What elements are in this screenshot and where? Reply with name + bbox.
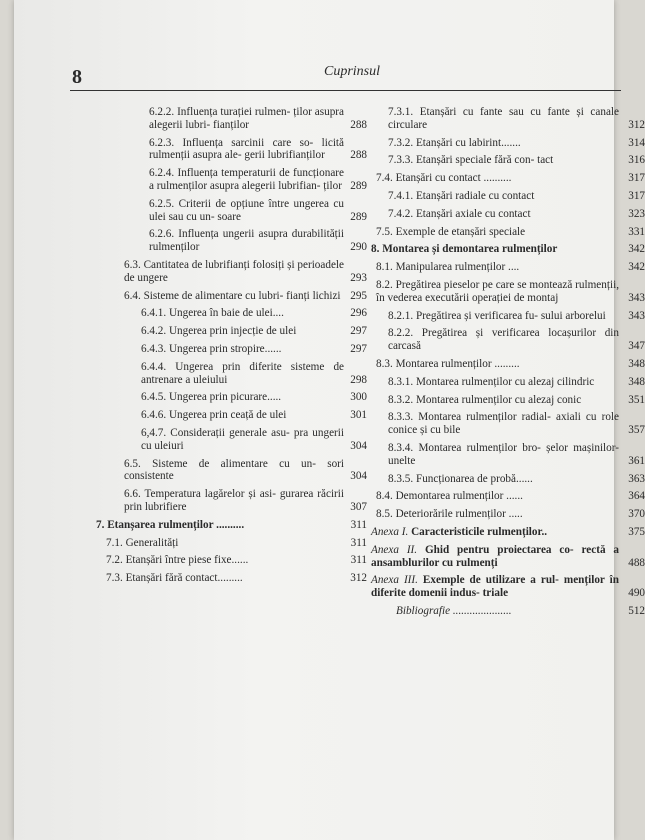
toc-right-column [371,106,645,623]
toc-entry-title: 6.4.6. Ungerea prin ceață de ulei [141,409,287,422]
toc-entry-title: 6.4. Sisteme de alimentare cu lubri- fianți lichizi [124,289,341,302]
toc-entry-title: 6.5. Sisteme de alimentare cu un- sori consistente [124,457,344,483]
toc-page-number: 343 [628,309,645,322]
toc-entry-title: 7.4.1. Etanșări radiale cu contact [388,189,535,202]
toc-entry [96,536,367,550]
toc-page-number: 301 [350,409,367,422]
toc-entry [96,228,367,254]
toc-entry [371,441,645,468]
toc-page-number: 296 [350,307,367,320]
toc-page-number: 297 [350,342,367,355]
toc-page-number: 295 [350,289,367,302]
toc-entry-title: 8.3.5. Funcționarea de probă...... [388,472,533,485]
toc-entry [96,167,367,193]
toc-page-number: 342 [628,261,645,274]
toc-entry [371,309,645,323]
toc-entry-title: 8.3.3. Montarea rulmenților radial- axiali cu role conice și cu bile [388,411,619,437]
toc-entry [96,106,367,132]
toc-page-number: 343 [628,291,645,304]
toc-entry-title: 8.2. Pregătirea pieselor pe care se montează rulmenții, în vederea executării operației de montaj [376,278,619,304]
toc-entry-title: 6.4.2. Ungerea prin injecție de ulei [141,325,297,338]
toc-entry-title: 8.5. Deteriorările rulmenților ..... [376,508,523,521]
toc-entry [96,197,367,224]
toc-page-number: 288 [350,118,367,131]
toc-entry-title: 7.3.2. Etanșări cu labirint....... [388,136,521,149]
toc-entry [371,136,645,150]
toc-entry [96,457,367,484]
toc-entry-title: 6.4.1. Ungerea în baie de ulei.... [141,307,284,320]
toc-entry [371,393,645,407]
toc-page-number: 311 [350,536,367,549]
toc-entry-title: 7.3.1. Etanșări cu fante sau cu fante și canale circulare [388,106,619,131]
toc-page-number: 364 [628,490,645,503]
toc-entry [371,490,645,503]
toc-entry-title: 8.3.1. Montarea rulmenților cu alezaj cilindric [388,375,595,388]
toc-entry [96,289,367,303]
toc-page-number: 289 [350,210,367,223]
toc-entry [371,543,645,570]
toc-page-number: 311 [350,554,367,567]
toc-entry [96,488,367,514]
toc-entry [371,189,645,203]
toc-page-number: 317 [628,189,645,202]
toc-entry-title: 6.2.3. Influența sarcinii care so- licită rulmenții asupra ale- gerii lubrifianților [149,136,344,162]
toc-page-number: 363 [628,472,645,485]
toc-page-number: 304 [350,439,367,452]
toc-entry-title: 8.4. Demontarea rulmenților ...... [376,490,523,503]
toc-entry-title: 6.3. Cantitatea de lubrifianți folosiți și perioadele de ungere [124,258,344,284]
header-rule [70,90,621,91]
toc-page-number: 357 [628,424,645,437]
toc-entry [96,307,367,320]
toc-entry [96,518,367,532]
toc-page-number: 370 [628,508,645,521]
toc-entry-title: 6.2.6. Influența ungerii asupra durabilității rulmenților [149,228,344,254]
toc-entry-title: 7.4. Etanșări cu contact .......... [376,172,512,185]
running-title: Cuprinsul [324,64,381,79]
toc-entry-title: 8.3.4. Montarea rulmenților bro- șelor mașinilor-unelte [388,441,619,467]
toc-entry-title: 7.4.2. Etanșări axiale cu contact [388,207,531,220]
toc-entry-title: 8.3.2. Montarea rulmenților cu alezaj conic [388,393,582,406]
toc-page-number: 316 [628,154,645,167]
toc-entry [371,574,645,600]
toc-entry-title: Anexa II. Ghid pentru proiectarea co- rectă a ansamblurilor cu rulmenți [371,543,619,569]
toc-entry [96,426,367,453]
toc-entry-title: 6.4.4. Ungerea prin diferite sisteme de antrenare a uleiului [141,360,344,386]
toc-page-number: 317 [628,172,645,185]
toc-entry-title: 6.2.5. Criterii de opțiune între ungerea cu ulei sau cu un- soare [149,197,344,223]
toc-left-column [96,106,367,590]
toc-page-number: 297 [350,325,367,338]
toc-entry-title: 6,4.7. Considerații generale asu- pra ungerii cu uleiuri [141,426,344,452]
toc-page-number: 347 [628,340,645,353]
toc-entry [371,327,645,353]
toc-page-number: 300 [350,391,367,404]
toc-page-number: 311 [350,518,367,531]
toc-entry [96,409,367,422]
toc-page-number: 342 [628,243,645,256]
toc-page-number: 348 [628,375,645,388]
toc-entry [371,278,645,305]
toc-entry-title: 6.2.2. Influența turației rulmen- ților asupra alegerii lubri- fianților [149,106,344,131]
toc-page-number: 375 [628,525,645,538]
toc-entry [371,207,645,221]
toc-entry-title: 7.1. Generalități [106,536,179,549]
toc-entry-title: Anexa I. Caracteristicile rulmenților.. [371,525,548,538]
toc-page-number: 351 [628,393,645,406]
toc-page-number: 290 [350,241,367,254]
toc-entry [96,360,367,387]
toc-entry-title: 8.2.1. Pregătirea și verificarea fu- sului arborelui [388,309,606,322]
toc-page-number: 298 [350,373,367,386]
toc-entry [371,154,645,167]
toc-entry [371,411,645,437]
toc-entry [371,604,645,618]
toc-page-number: 307 [350,500,367,513]
toc-entry [371,172,645,185]
book-page [14,0,645,840]
toc-entry-title: 8.1. Manipularea rulmenților .... [376,261,520,274]
toc-entry [96,325,367,338]
toc-entry-title: 7.3. Etanșări fără contact......... [106,572,243,585]
toc-entry-title: 6.4.3. Ungerea prin stropire...... [141,342,282,355]
toc-entry-title: 6.2.4. Influența temperaturii de funcționare a rulmenților asupra alegerii lubrifian- ților [149,167,344,192]
toc-entry [96,554,367,567]
toc-page-number: 293 [350,271,367,284]
toc-entry [371,472,645,486]
toc-page-number: 289 [350,179,367,192]
toc-entry-title: 7.5. Exemple de etanșări speciale [376,225,526,238]
toc-entry-title: 6.6. Temperatura lagărelor și asi- gurarea răcirii prin lubrifiere [124,488,344,513]
toc-page-number: 323 [628,207,645,220]
toc-entry [96,572,367,585]
toc-page-number: 314 [628,136,645,149]
toc-entry-title: 8.3. Montarea rulmenților ......... [376,357,520,370]
toc-entry [371,106,645,132]
toc-entry [371,525,645,539]
toc-entry-title: 6.4.5. Ungerea prin picurare..... [141,391,282,404]
toc-entry-title: 7.2. Etanșări între piese fixe...... [106,554,249,567]
toc-entry [371,225,645,239]
toc-entry [96,136,367,163]
toc-page-number: 348 [628,357,645,370]
toc-entry [96,342,367,356]
toc-entry [371,375,645,389]
page-number: 8 [72,66,82,88]
toc-entry [96,391,367,404]
toc-entry [371,261,645,274]
toc-entry-title: 7.3.3. Etanșări speciale fără con- tact [388,154,554,167]
toc-entry [371,357,645,371]
toc-page-number: 490 [628,587,645,600]
toc-entry [371,508,645,521]
toc-page-number: 512 [628,604,645,617]
toc-entry-title: Anexa III. Exemple de utilizare a rul- menților în diferite domenii indus- triale [371,574,619,600]
toc-page-number: 312 [628,118,645,131]
toc-entry-title: Bibliografie ..................... [396,604,512,617]
toc-page-number: 488 [628,556,645,569]
toc-entry [371,243,645,256]
toc-entry-title: 8. Montarea și demontarea rulmenților [371,243,558,256]
toc-page-number: 304 [350,470,367,483]
toc-entry [96,258,367,285]
toc-page-number: 361 [628,454,645,467]
toc-page-number: 331 [628,225,645,238]
toc-page-number: 288 [350,149,367,162]
toc-entry-title: 8.2.2. Pregătirea și verificarea locașurilor din carcasă [388,327,619,353]
toc-entry-title: 7. Etanșarea rulmenților .......... [96,518,245,531]
toc-page-number: 312 [350,572,367,585]
